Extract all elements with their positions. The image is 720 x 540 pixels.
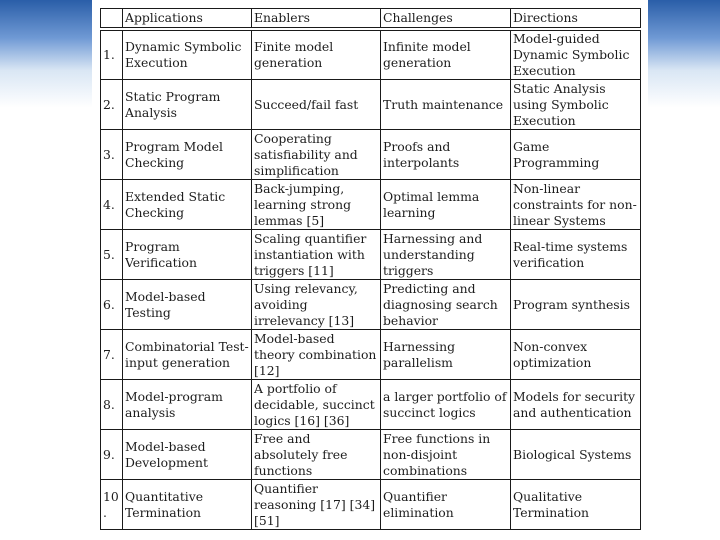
direction-cell xyxy=(511,80,641,130)
enabler-text: Scaling quantifier instantiation with triggers [11] xyxy=(254,230,367,278)
direction-cell xyxy=(511,29,641,80)
challenge-cell xyxy=(381,230,511,280)
application-text: Extended Static Checking xyxy=(125,188,226,220)
table-row xyxy=(101,280,641,330)
enabler-cell xyxy=(252,29,381,80)
challenge-text: Optimal lemma learning xyxy=(383,188,480,220)
enabler-text: A portfolio of decidable, succinct logics [16] [36] xyxy=(254,380,375,428)
header-directions: Directions xyxy=(511,9,641,30)
smt-applications-table xyxy=(100,8,641,530)
application-cell xyxy=(123,230,252,280)
application-cell xyxy=(123,480,252,530)
direction-text: Non-linear constraints for non-linear Systems xyxy=(513,180,637,228)
enabler-text: Using relevancy, avoiding irrelevancy [13] xyxy=(254,280,358,328)
challenge-cell xyxy=(381,480,511,530)
table-row xyxy=(101,380,641,430)
direction-text: Qualitative Termination xyxy=(513,488,590,520)
challenge-cell xyxy=(381,80,511,130)
header-row xyxy=(101,9,641,30)
challenge-text: Harnessing and understanding triggers xyxy=(383,230,483,278)
application-cell xyxy=(123,330,252,380)
table-container xyxy=(100,8,640,530)
challenge-cell xyxy=(381,280,511,330)
direction-cell xyxy=(511,330,641,380)
direction-cell xyxy=(511,130,641,180)
enabler-cell xyxy=(252,280,381,330)
enabler-cell xyxy=(252,380,381,430)
challenge-text: Quantifier elimination xyxy=(383,488,454,520)
application-text: Dynamic Symbolic Execution xyxy=(125,39,242,70)
direction-text: Game Programming xyxy=(513,138,600,170)
application-text: Quantitative Termination xyxy=(125,488,204,520)
application-text: Model-based Testing xyxy=(125,288,206,320)
challenge-cell xyxy=(381,430,511,480)
enabler-text: Cooperating satisfiability and simplification xyxy=(254,130,358,178)
direction-text: Models for security and authentication xyxy=(513,388,636,420)
header-enablers: Enablers xyxy=(252,9,381,30)
application-text: Static Program Analysis xyxy=(125,88,221,120)
challenge-text: a larger portfolio of succinct logics xyxy=(383,388,507,420)
application-text: Combinatorial Test-input generation xyxy=(125,338,249,370)
row-number: 2. xyxy=(101,80,123,130)
row-number: 3. xyxy=(101,130,123,180)
background-left-gradient xyxy=(0,0,100,540)
enabler-cell xyxy=(252,430,381,480)
challenge-text: Infinite model generation xyxy=(383,39,471,70)
enabler-cell xyxy=(252,80,381,130)
application-cell xyxy=(123,380,252,430)
table-row xyxy=(101,330,641,380)
direction-text: Non-convex optimization xyxy=(513,338,592,370)
enabler-cell xyxy=(252,480,381,530)
table-row xyxy=(101,180,641,230)
direction-cell xyxy=(511,430,641,480)
row-number: 1. xyxy=(101,29,123,80)
challenge-cell xyxy=(381,330,511,380)
application-cell xyxy=(123,180,252,230)
row-number: 5. xyxy=(101,230,123,280)
table-row xyxy=(101,230,641,280)
enabler-text: Free and absolutely free functions xyxy=(254,430,348,478)
challenge-cell xyxy=(381,180,511,230)
enabler-cell xyxy=(252,180,381,230)
direction-text: Program synthesis xyxy=(513,296,630,312)
challenge-cell xyxy=(381,130,511,180)
direction-text: Static Analysis using Symbolic Execution xyxy=(513,80,609,128)
direction-cell xyxy=(511,480,641,530)
challenge-text: Truth maintenance xyxy=(383,96,504,112)
challenge-cell xyxy=(381,29,511,80)
direction-cell xyxy=(511,380,641,430)
application-cell xyxy=(123,29,252,80)
application-text: Program Model Checking xyxy=(125,138,224,170)
direction-text: Model-guided Dynamic Symbolic Execution xyxy=(513,31,630,78)
enabler-cell xyxy=(252,230,381,280)
enabler-text: Model-based theory combination [12] xyxy=(254,330,377,378)
application-text: Model-program analysis xyxy=(125,388,223,420)
enabler-text: Succeed/fail fast xyxy=(254,96,359,112)
table-row xyxy=(101,29,641,80)
application-cell xyxy=(123,80,252,130)
challenge-cell xyxy=(381,380,511,430)
header-challenges: Challenges xyxy=(381,9,511,30)
application-text: Program Verification xyxy=(125,238,198,270)
challenge-text: Predicting and diagnosing search behavior xyxy=(383,280,498,328)
application-text: Model-based Development xyxy=(125,438,208,470)
background-right-gradient xyxy=(648,0,720,540)
direction-cell xyxy=(511,180,641,230)
challenge-text: Harnessing parallelism xyxy=(383,338,456,370)
enabler-cell xyxy=(252,130,381,180)
enabler-cell xyxy=(252,330,381,380)
header-number xyxy=(101,9,123,30)
table-row xyxy=(101,480,641,530)
enabler-text: Finite model generation xyxy=(254,39,334,70)
row-number: 10. xyxy=(101,480,123,530)
row-number: 4. xyxy=(101,180,123,230)
table-row xyxy=(101,430,641,480)
row-number: 6. xyxy=(101,280,123,330)
enabler-text: Back-jumping, learning strong lemmas [5] xyxy=(254,180,352,228)
application-cell xyxy=(123,130,252,180)
direction-text: Biological Systems xyxy=(513,446,632,462)
header-applications: Applications xyxy=(123,9,252,30)
row-number: 7. xyxy=(101,330,123,380)
table-row xyxy=(101,80,641,130)
application-cell xyxy=(123,430,252,480)
row-number: 8. xyxy=(101,380,123,430)
enabler-text: Quantifier reasoning [17] [34][51] xyxy=(254,480,376,528)
direction-cell xyxy=(511,230,641,280)
direction-cell xyxy=(511,280,641,330)
direction-text: Real-time systems verification xyxy=(513,238,628,270)
table-row xyxy=(101,130,641,180)
application-cell xyxy=(123,280,252,330)
challenge-text: Proofs and interpolants xyxy=(383,138,460,170)
row-number: 9. xyxy=(101,430,123,480)
challenge-text: Free functions in non-disjoint combinations xyxy=(383,430,491,478)
